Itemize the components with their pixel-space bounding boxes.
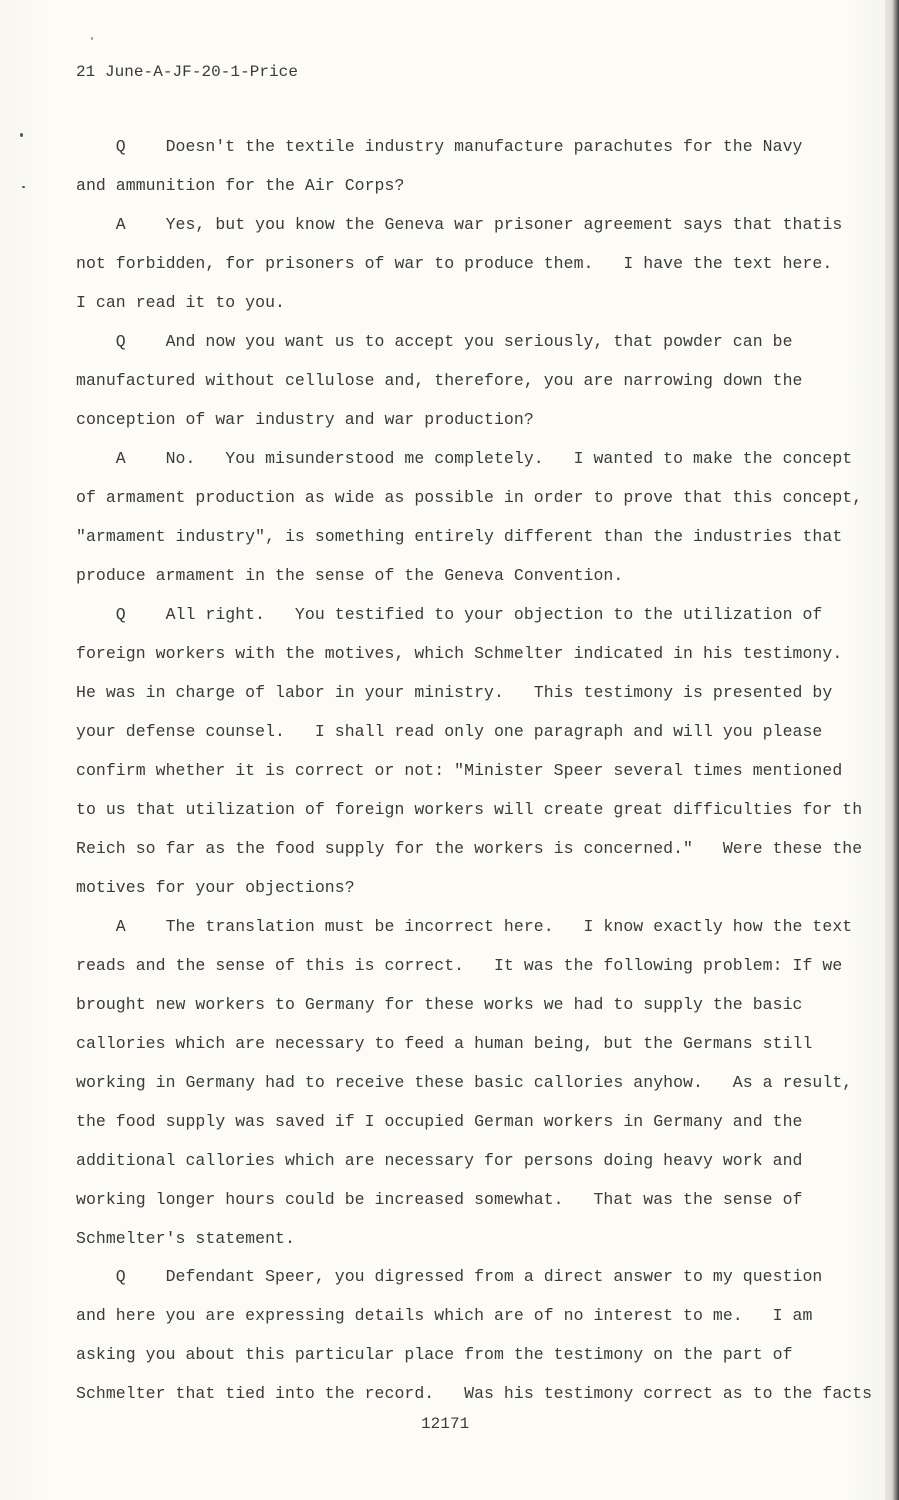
text-line: additional callories which are necessary for persons doing heavy work and xyxy=(76,1151,803,1170)
text-line: working in Germany had to receive these basic callories anyhow. As a result, xyxy=(76,1073,853,1092)
text-line: to us that utilization of foreign workers will create great difficulties for th xyxy=(76,800,863,819)
text-line: produce armament in the sense of the Geneva Convention. xyxy=(76,566,624,585)
text-line: He was in charge of labor in your ministry. This testimony is presented by xyxy=(76,683,833,702)
text-line: callories which are necessary to feed a human being, but the Germans still xyxy=(76,1034,813,1053)
text-line: Q Defendant Speer, you digressed from a direct answer to my question xyxy=(76,1267,823,1286)
text-line: the food supply was saved if I occupied German workers in Germany and the xyxy=(76,1112,803,1131)
ink-speck xyxy=(20,133,23,137)
text-line: brought new workers to Germany for these works we had to supply the basic xyxy=(76,995,803,1014)
ink-speck xyxy=(91,37,93,40)
page-header: 21 June-A-JF-20-1-Price xyxy=(76,63,298,81)
text-line: and ammunition for the Air Corps? xyxy=(76,176,405,195)
text-line: conception of war industry and war production? xyxy=(76,410,534,429)
text-line: motives for your objections? xyxy=(76,878,355,897)
text-line: asking you about this particular place from the testimony on the part of xyxy=(76,1345,793,1364)
text-line: working longer hours could be increased somewhat. That was the sense of xyxy=(76,1190,803,1209)
page-edge-shadow xyxy=(885,0,899,1500)
text-line: A Yes, but you know the Geneva war prisoner agreement says that thatis xyxy=(76,215,843,234)
text-line: not forbidden, for prisoners of war to produce them. I have the text here. xyxy=(76,254,833,273)
text-line: Q And now you want us to accept you seriously, that powder can be xyxy=(76,332,793,351)
text-line: confirm whether it is correct or not: "Minister Speer several times mentioned xyxy=(76,761,843,780)
text-line: Q All right. You testified to your objection to the utilization of xyxy=(76,605,823,624)
page-number: 12171 xyxy=(421,1415,470,1433)
text-line: Reich so far as the food supply for the workers is concerned." Were these the xyxy=(76,839,863,858)
text-line: of armament production as wide as possible in order to prove that this concept, xyxy=(76,488,863,507)
ink-speck xyxy=(22,186,25,188)
text-line: your defense counsel. I shall read only one paragraph and will you please xyxy=(76,722,823,741)
text-line: Q Doesn't the textile industry manufacture parachutes for the Navy xyxy=(76,137,803,156)
text-line: I can read it to you. xyxy=(76,293,285,312)
text-line: manufactured without cellulose and, therefore, you are narrowing down the xyxy=(76,371,803,390)
text-line: foreign workers with the motives, which Schmelter indicated in his testimony. xyxy=(76,644,843,663)
text-line: A No. You misunderstood me completely. I wanted to make the concept xyxy=(76,449,853,468)
text-line: and here you are expressing details which are of no interest to me. I am xyxy=(76,1306,813,1325)
text-line: Schmelter that tied into the record. Was his testimony correct as to the facts xyxy=(76,1384,873,1403)
text-line: A The translation must be incorrect here. I know exactly how the text xyxy=(76,917,853,936)
text-line: Schmelter's statement. xyxy=(76,1229,295,1248)
text-line: reads and the sense of this is correct. It was the following problem: If we xyxy=(76,956,843,975)
text-line: "armament industry", is something entirely different than the industries that xyxy=(76,527,843,546)
